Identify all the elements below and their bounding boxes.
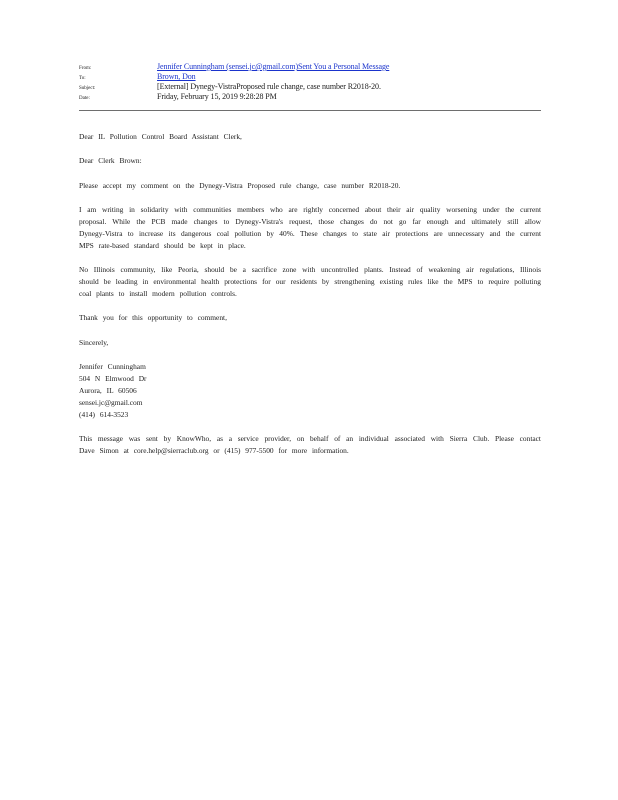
to-row — [79, 72, 541, 82]
closing: Sincerely, — [79, 337, 109, 347]
to-label: To: — [79, 76, 86, 81]
date-value: Friday, February 15, 2019 9:28:28 PM — [157, 92, 277, 101]
date-label: Date: — [79, 96, 90, 101]
date-row — [79, 92, 541, 102]
signature-address-line2: Aurora, IL 60506 — [79, 386, 137, 396]
signature-address-line1: 504 N Elmwood Dr — [79, 374, 147, 384]
signature-email: sensei.jc@gmail.com — [79, 398, 143, 408]
signature-block — [79, 361, 541, 421]
subject-row — [79, 82, 541, 92]
email-body — [79, 131, 541, 470]
signature-phone: (414) 614-3523 — [79, 410, 129, 420]
paragraph-community: No Illinois community, like Peoria, should be a sacrifice zone with uncontrolled plants. Instead of weakening air regulations, Illinois should be leading in environmental health protections for our residents by strengthening existing rules like the MPS to require polluting coal plants to install modern pollution controls. — [79, 265, 541, 299]
to-link[interactable]: Brown, Don — [157, 72, 196, 81]
paragraph-accept: Please accept my comment on the Dynegy-Vistra Proposed rule change, case number R2018-20. — [79, 180, 401, 190]
header-divider — [79, 110, 541, 111]
from-link[interactable]: Jennifer Cunningham (sensei.jc@gmail.com)Sent You a Personal Message — [157, 62, 390, 71]
paragraph-solidarity: I am writing in solidarity with communities members who are rightly concerned about their air quality worsening under the current proposal. While the PCB made changes to Dynegy-Vistra's request, those changes do not go far enough and ultimately still allow Dynegy-Vistra to increase its dangerous coal pollution by 40%. These changes to state air protections are unnecessary and the current MPS rate-based standard should be kept in place. — [79, 204, 541, 250]
subject-label: Subject: — [79, 86, 96, 91]
from-label: From: — [79, 66, 92, 71]
signature-name: Jennifer Cunningham — [79, 362, 146, 372]
greeting-clerk: Dear Clerk Brown: — [79, 156, 142, 166]
email-header — [79, 62, 541, 102]
greeting-board: Dear IL Pollution Control Board Assistant Clerk, — [79, 132, 242, 141]
from-row — [79, 62, 541, 72]
subject-value: [External] Dynegy-VistraProposed rule change, case number R2018-20. — [157, 82, 381, 91]
paragraph-thanks: Thank you for this opportunity to comment, — [79, 313, 227, 323]
footer-disclaimer: This message was sent by KnowWho, as a service provider, on behalf of an individual associated with Sierra Club. Please contact Dave Simon at core.help@sierraclub.org or (415) 977-5500 for more information. — [79, 434, 541, 456]
